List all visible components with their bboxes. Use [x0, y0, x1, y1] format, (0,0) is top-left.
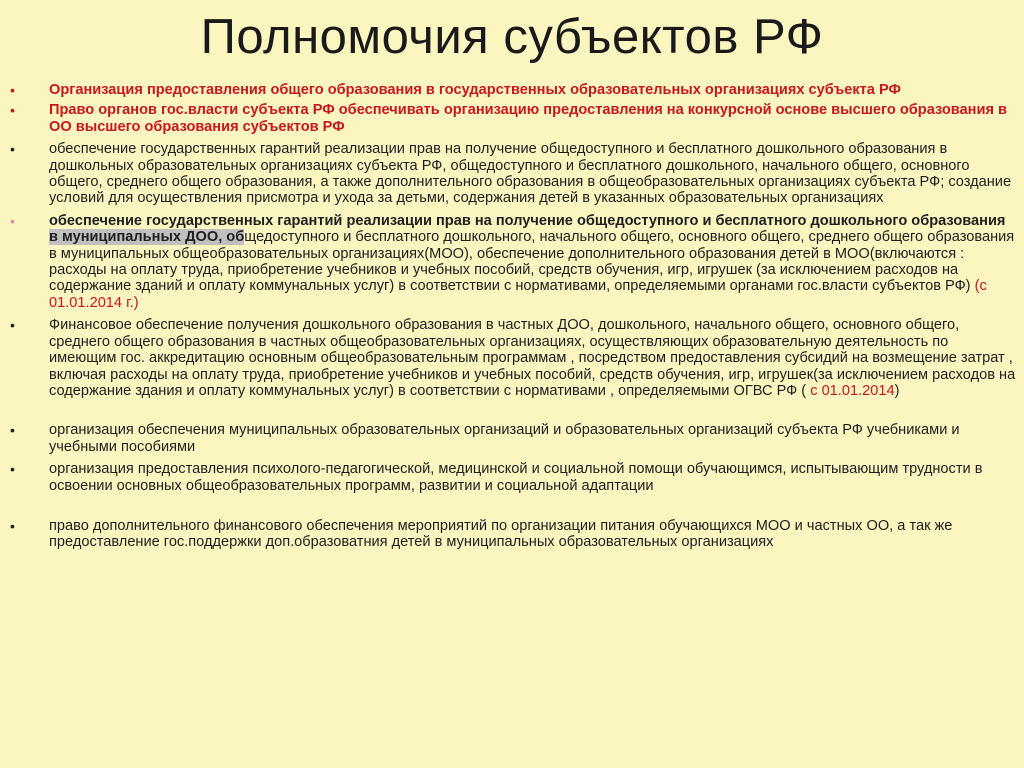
- list-item-text: Финансовое обеспечение получения дошкольного образования в частных ДОО, дошкольного, начального общего, основного общего, среднего общего образования в частных общеобразовательных организациях, осуществляющих образовательную деятельность по имеющим гос. аккредитацию основным общеобразовательным программам , посредством предоставления субсидий на возмещение затрат , включая расходы на оплату труда, приобретение учебников и учебных пособий, средств обучения, игр, игрушек(за исключением расходов на содержание здания и оплату коммунальных услуг) в соответствии с нормативами , определяемыми ОГВС РФ (: [49, 317, 1016, 399]
- date-note: с 01.01.2014: [810, 382, 895, 399]
- date-note: (с 01.01.2014 г.): [49, 278, 987, 311]
- bullet-dot-icon: •: [10, 82, 15, 98]
- list-item: [10, 141, 1016, 207]
- list-item: [10, 317, 1016, 399]
- bullet-dot-icon: •: [10, 212, 15, 229]
- list-item-text: обеспечение государственных гарантий реализации прав на получение общедоступного и бесплатного дошкольного образования в дошкольных образовательных организациях субъекта РФ, общедоступного и бесплатного дошкольного, начального общего, основного общего, среднего общего образования, а также дополнительного образования в общеобразовательных организациях субъекта РФ; создание условий для осуществления присмотра и ухода за детьми, содержания детей в указанных образовательных организациях: [49, 141, 1012, 207]
- list-item: [10, 461, 1016, 494]
- bullet-dot-icon: •: [10, 517, 15, 534]
- bullet-dot-icon: •: [10, 461, 15, 478]
- list-item-text: организация обеспечения муниципальных образовательных организаций и образовательных организаций субъекта РФ учебниками и учебными пособиями: [49, 422, 960, 455]
- slide-title: Полномочия субъектов РФ: [200, 10, 824, 64]
- list-item: [10, 82, 1016, 98]
- list-item-bold-text: обеспечение государственных гарантий реализации прав на получение общедоступного и бесплатного дошкольного образования: [49, 212, 1006, 229]
- list-item: [10, 518, 1016, 551]
- bullet-dot-icon: •: [10, 141, 15, 158]
- list-item-text: организация предоставления психолого-педагогической, медицинской и социальной помощи обучающимся, испытывающим трудности в освоении основных общеобразовательных программ, развитии и социальной адаптации: [49, 461, 983, 494]
- list-item: [10, 422, 1016, 455]
- list-item-text: Организация предоставления общего образования в государственных образовательных организациях субъекта РФ: [49, 82, 901, 98]
- list-item: [10, 102, 1016, 135]
- list-item: [10, 213, 1016, 311]
- list-item-text-end: ): [894, 382, 900, 399]
- bullet-list: [10, 82, 1016, 551]
- list-item-text: право дополнительного финансового обеспечения мероприятий по организации питания обучающихся МОО и частных ОО, а так же предоставление гос.поддержки доп.образоватния детей в муниципальных образовательных организациях: [49, 517, 953, 551]
- list-item-text: щедоступного и бесплатного дошкольного, начального общего, основного общего, среднего общего образования в муниципальных общеобразовательных организациях(МОО), обеспечение дополнительного образования детей в МОО(включаются : расходы на оплату труда, приобретение учебников и учебных пособий, средств обучения, игр, игрушек (за исключением расходов на содержание зданий и оплату коммунальных услуг) в соответствии с нормативами, определяемыми органами гос.власти субъектов РФ): [49, 229, 1015, 295]
- bullet-dot-icon: •: [10, 317, 15, 334]
- list-item-text: Право органов гос.власти субъекта РФ обеспечивать организацию предоставления на конкурсной основе высшего образования в ОО высшего образования субъектов РФ: [49, 102, 1008, 135]
- bullet-dot-icon: •: [10, 102, 15, 119]
- highlighted-text: в муниципальных ДОО, об: [49, 229, 245, 246]
- bullet-dot-icon: •: [10, 422, 15, 439]
